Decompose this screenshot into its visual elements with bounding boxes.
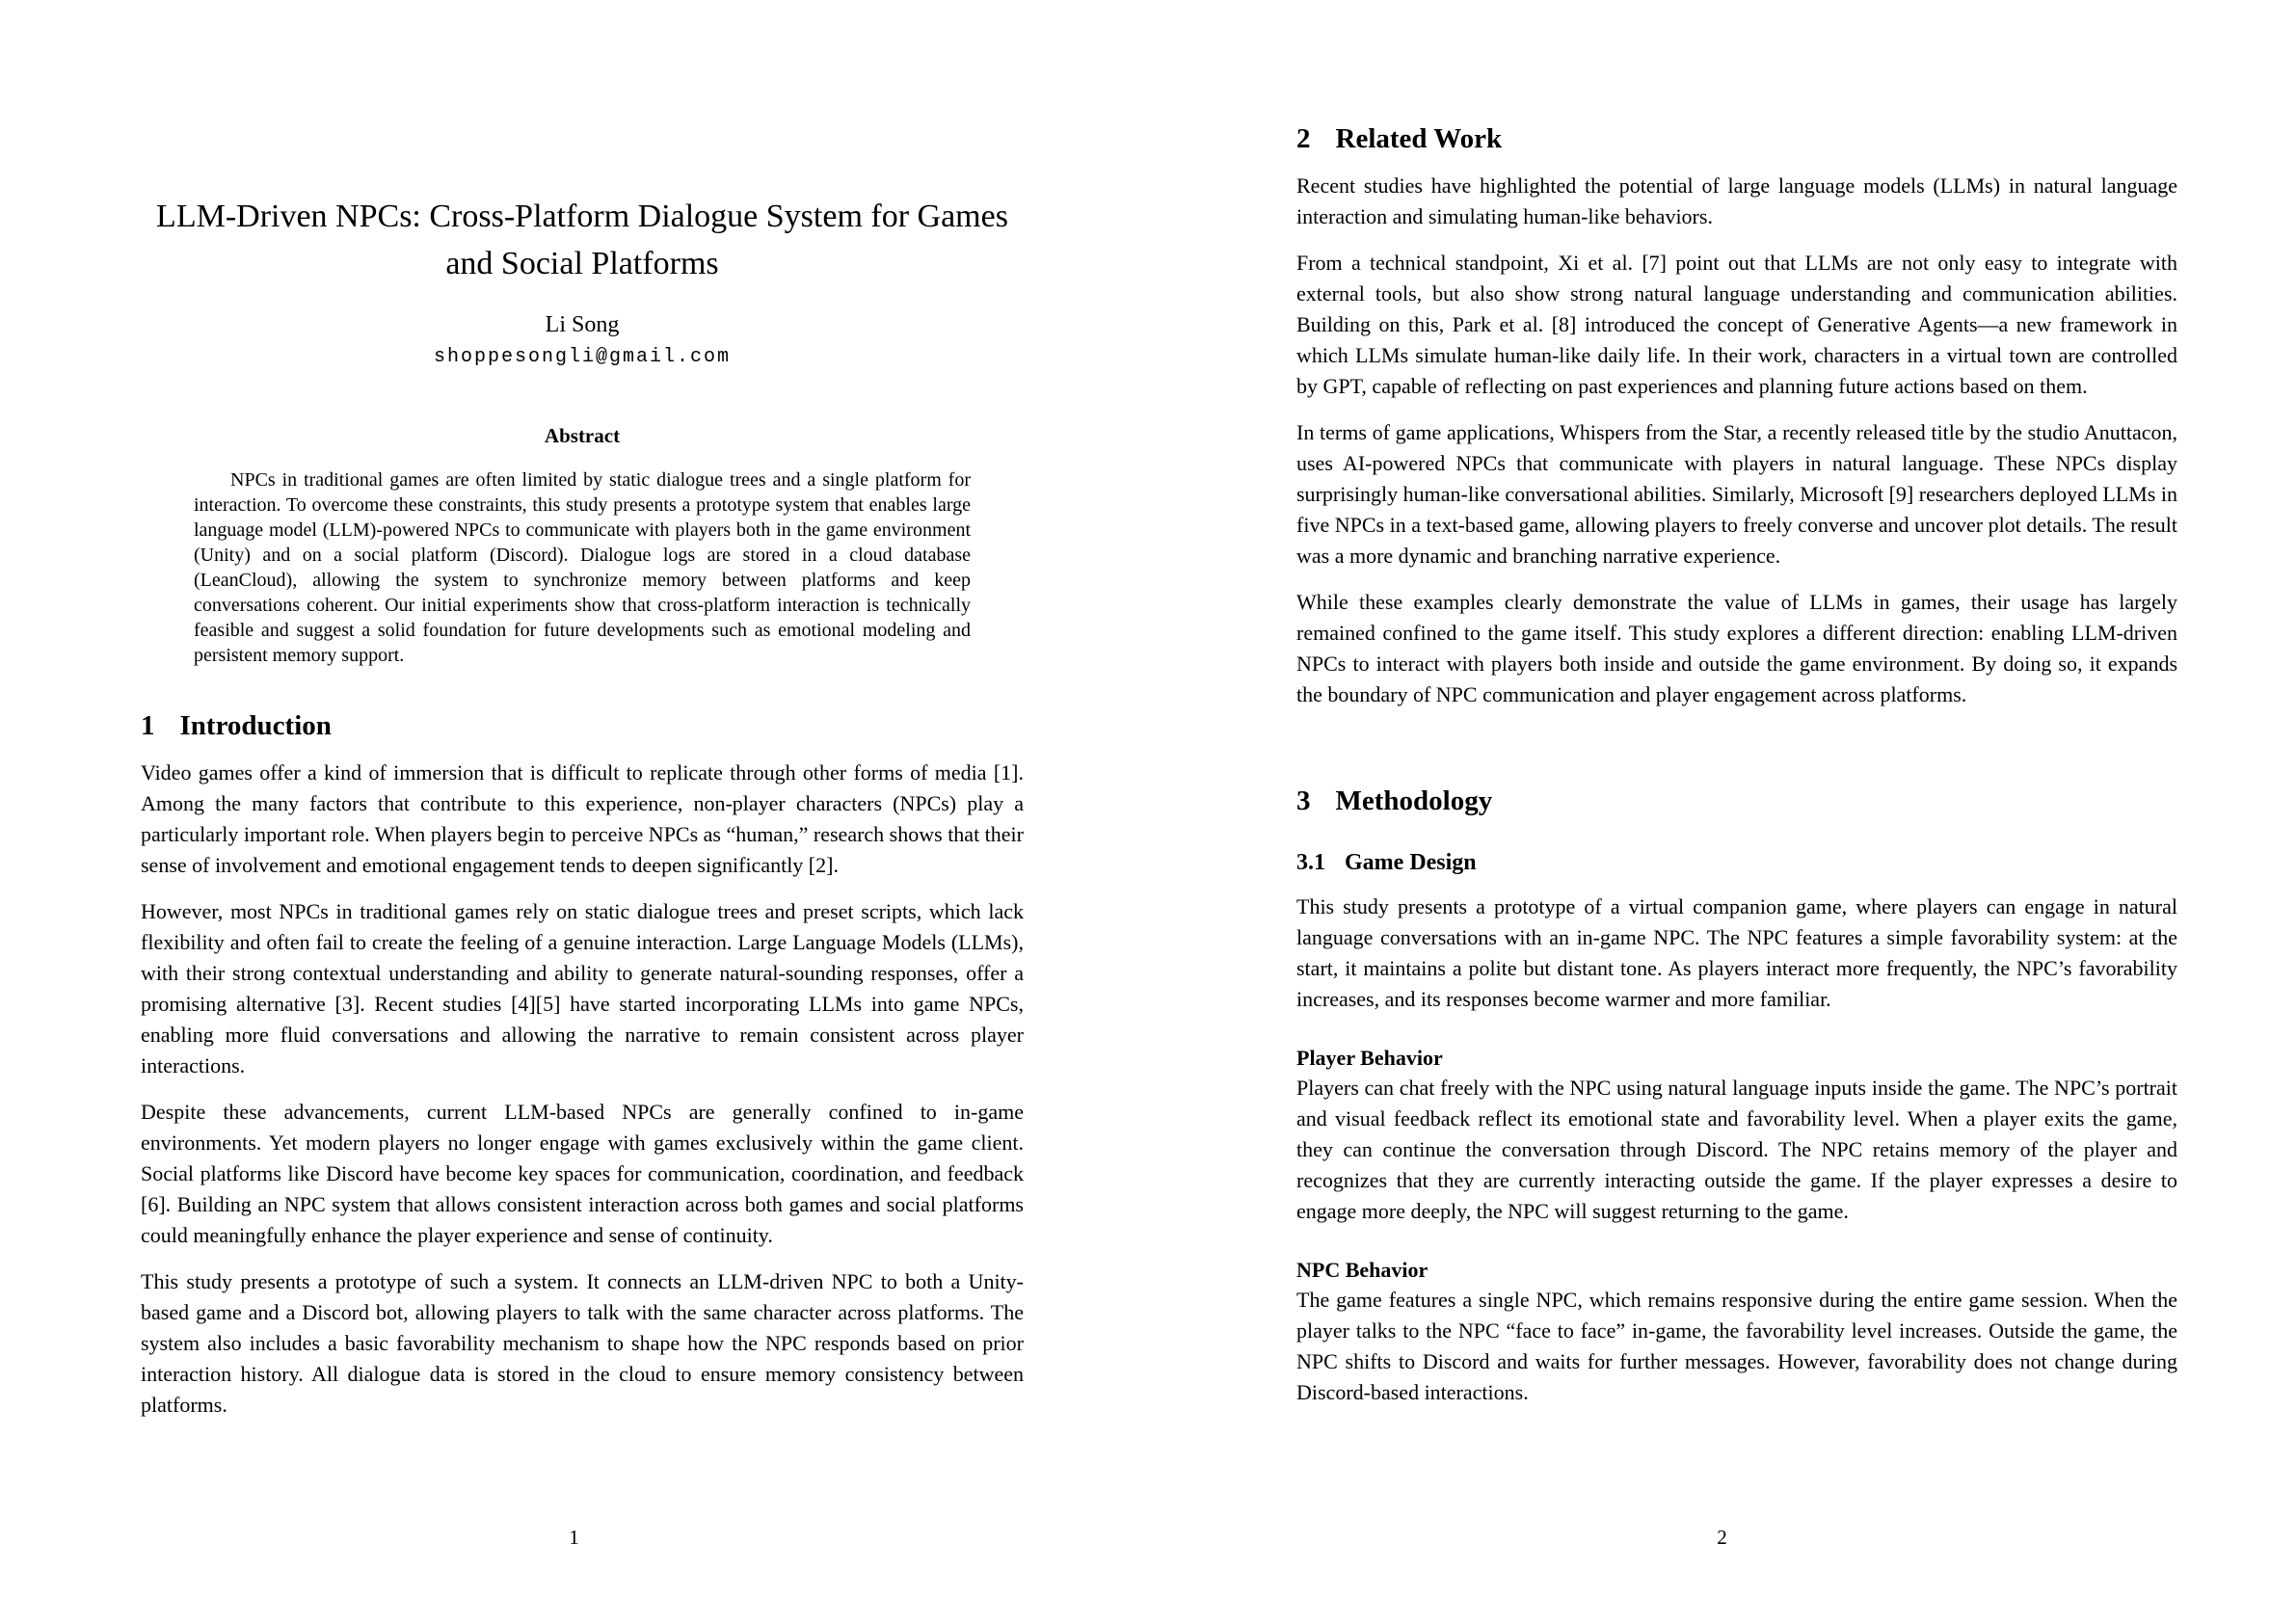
- section-heading-introduction: [141, 710, 1024, 742]
- section-heading-related-work: [1296, 123, 2177, 155]
- paragraph: Video games offer a kind of immersion that is difficult to replicate through other forms of media [1]. Among the many factors that contribute to this experience, non-player characters (NPCs) play a particularly important role. When players begin to perceive NPCs as “human,” research shows that their sense of involvement and emotional engagement tends to deepen significantly [2].: [141, 760, 1024, 877]
- author-name: Li Song: [545, 312, 620, 337]
- paper-title-line-1: LLM-Driven NPCs: Cross-Platform Dialogue System for Games: [156, 199, 1008, 234]
- section-title: Methodology: [1335, 785, 1493, 816]
- subsection-number: 3.1: [1296, 850, 1325, 875]
- section-title: Introduction: [179, 710, 332, 741]
- paragraph: While these examples clearly demonstrate the value of LLMs in games, their usage has largely remained confined to the game itself. This study explores a different direction: enabling LLM-driven NPCs to interact with players both inside and outside the game environment. By doing so, it expands the boundary of NPC communication and player engagement across platforms.: [1296, 590, 2177, 706]
- paragraph-heading-npc-behavior: NPC Behavior: [1296, 1258, 1428, 1282]
- section-number: 1: [141, 710, 155, 741]
- paragraph: This study presents a prototype of a virtual companion game, where players can engage in natural language conversations with an in-game NPC. The NPC features a simple favorability system: at the start, it maintains a polite but distant tone. As players interact more frequently, the NPC’s favorability increases, and its responses become warmer and more familiar.: [1296, 894, 2177, 1011]
- section-number: 2: [1296, 123, 1311, 154]
- subsection-title: Game Design: [1345, 850, 1477, 875]
- paper-title: [141, 193, 1024, 287]
- section-number: 3: [1296, 785, 1311, 816]
- paragraph: This study presents a prototype of such a system. It connects an LLM-driven NPC to both a Unity-based game and a Discord bot, allowing players to talk with the same character across platforms. The system also includes a basic favorability mechanism to shape how the NPC responds based on prior interaction history. All dialogue data is stored in the cloud to ensure memory consistency between platforms.: [141, 1269, 1024, 1417]
- section-heading-methodology: [1296, 785, 2177, 817]
- paper-page-2: [1148, 0, 2296, 1623]
- paragraph: Players can chat freely with the NPC using natural language inputs inside the game. The NPC’s portrait and visual feedback reflect its emotional state and favorability level. When a player exits the game, they can continue the conversation through Discord. The NPC retains memory of the player and recognizes that they are currently interacting outside the game. If the player expresses a desire to engage more deeply, the NPC will suggest returning to the game.: [1296, 1076, 2177, 1223]
- paragraph: The game features a single NPC, which remains responsive during the entire game session. When the player talks to the NPC “face to face” in-game, the favorability level increases. Outside the game, the NPC shifts to Discord and waits for further messages. However, favorability does not change during Discord-based interactions.: [1296, 1288, 2177, 1404]
- author-email: shoppesongli@gmail.com: [433, 346, 732, 368]
- page-1-text-column: [141, 0, 1024, 1421]
- section-title: Related Work: [1335, 123, 1503, 154]
- paper-title-line-2: and Social Platforms: [445, 246, 719, 281]
- abstract-text: NPCs in traditional games are often limited by static dialogue trees and a single platform for interaction. To overcome these constraints, this study presents a prototype system that enables large language model (LLM)-powered NPCs to communicate with players both in the game environment (Unity) and on a social platform (Discord). Dialogue logs are stored in a cloud database (LeanCloud), allowing the system to synchronize memory between platforms and keep conversations coherent. Our initial experiments show that cross-platform interaction is technically feasible and suggest a solid foundation for future developments such as emotional modeling and persistent memory support.: [194, 469, 971, 666]
- page-2-text-column: [1296, 0, 2177, 1408]
- paragraph: In terms of game applications, Whispers from the Star, a recently released title by the studio Anuttacon, uses AI-powered NPCs that communicate with players in natural language. These NPCs display surprisingly human-like conversational abilities. Similarly, Microsoft [9] researchers deployed LLMs in five NPCs in a text-based game, allowing players to freely converse and uncover plot details. The result was a more dynamic and branching narrative experience.: [1296, 420, 2177, 568]
- paragraph: From a technical standpoint, Xi et al. [7] point out that LLMs are not only easy to integrate with external tools, but also show strong natural language understanding and communication abilities. Building on this, Park et al. [8] introduced the concept of Generative Agents—a new framework in which LLMs simulate human-like daily life. In their work, characters in a virtual town are controlled by GPT, capable of reflecting on past experiences and planning future actions based on them.: [1296, 251, 2177, 398]
- page-number-1: 1: [569, 1526, 579, 1549]
- paragraph: Despite these advancements, current LLM-based NPCs are generally confined to in-game environments. Yet modern players no longer engage with games exclusively within the game client. Social platforms like Discord have become key spaces for communication, coordination, and feedback [6]. Building an NPC system that allows consistent interaction across both games and social platforms could meaningfully enhance the player experience and sense of continuity.: [141, 1100, 1024, 1247]
- paragraph-heading-player-behavior: Player Behavior: [1296, 1046, 1443, 1070]
- abstract-heading: Abstract: [544, 424, 621, 447]
- paragraph: However, most NPCs in traditional games rely on static dialogue trees and preset scripts, which lack flexibility and often fail to create the feeling of a genuine interaction. Large Language Models (LLMs), with their strong contextual understanding and ability to generate natural-sounding responses, offer a promising alternative [3]. Recent studies [4][5] have started incorporating LLMs into game NPCs, enabling more fluid conversations and allowing the narrative to remain consistent across player interactions.: [141, 899, 1024, 1078]
- page-number-2: 2: [1717, 1526, 1727, 1549]
- paragraph: Recent studies have highlighted the potential of large language models (LLMs) in natural language interaction and simulating human-like behaviors.: [1296, 173, 2177, 228]
- subsection-heading-game-design: [1296, 850, 2177, 876]
